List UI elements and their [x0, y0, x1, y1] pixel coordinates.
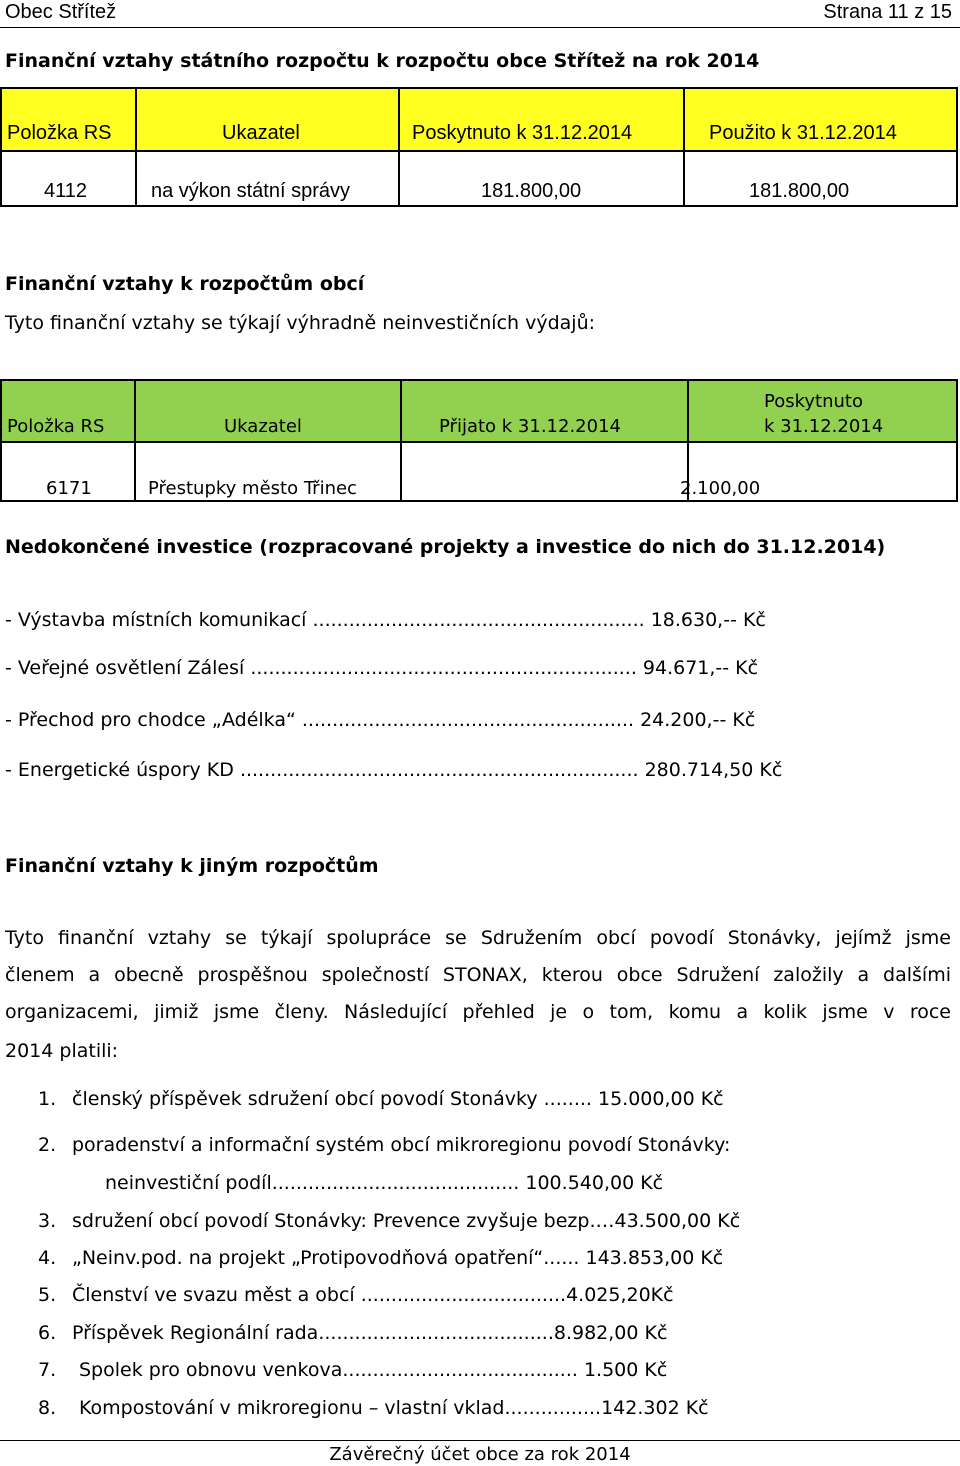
column-header: Položka RS [7, 416, 105, 437]
list-item: Kompostování v mikroregionu – vlastní vklad................142.302 Kč [79, 1397, 709, 1419]
table-cell: na výkon státní správy [151, 180, 350, 202]
table-cell: Přestupky město Třinec [148, 478, 357, 499]
paragraph-line: členem a obecně prospěšnou společností STONAX, kterou obce Sdružení založily a dalšími [5, 964, 951, 986]
table-cell: 4112 [44, 180, 88, 202]
list-item: - Výstavba místních komunikací ....................................................... 18.630,-- Kč [5, 609, 766, 631]
table-cell: 181.800,00 [481, 180, 582, 202]
list-item: - Přechod pro chodce „Adélka“ ....................................................... 24.200,-- Kč [5, 709, 756, 731]
list-item: sdružení obcí povodí Stonávky: Prevence zvyšuje bezp.…43.500,00 Kč [72, 1210, 741, 1232]
page-footer: Závěrečný účet obce za rok 2014 [329, 1444, 631, 1465]
paragraph-line: organizacemi, jimiž jsme členy. Následující přehled je o tom, komu a kolik jsme v roce [5, 1001, 951, 1023]
list-number: 6. [38, 1322, 57, 1344]
paragraph-line: 2014 platili: [5, 1040, 119, 1062]
list-item: - Veřejné osvětlení Zálesí ................................................................ 94.671,-- Kč [5, 657, 759, 679]
column-header: Poskytnuto k 31.12.2014 [412, 122, 633, 144]
list-item: členský příspěvek sdružení obcí povodí Stonávky ........ 15.000,00 Kč [72, 1088, 724, 1110]
list-item: Příspěvek Regionální rada.......................................8.982,00 Kč [72, 1322, 668, 1344]
list-item: poradenství a informační systém obcí mikroregionu povodí Stonávky: [72, 1134, 731, 1156]
list-item: „Neinv.pod. na projekt „Protipovodňová opatření“...... 143.853,00 Kč [72, 1247, 724, 1269]
municipal-budget-table [0, 379, 958, 502]
paragraph-line: Tyto finanční vztahy se týkají spolupráce se Sdružením obcí povodí Stonávky, jejímž jsme [5, 927, 951, 949]
list-item: Spolek pro obnovu venkova....................................... 1.500 Kč [79, 1359, 668, 1381]
table-row [1, 442, 957, 501]
table-cell: 2.100,00 [680, 478, 761, 499]
table-cell: 6171 [46, 478, 92, 499]
section3-title: Nedokončené investice (rozpracované projekty a investice do nich do 31.12.2014) [5, 536, 886, 558]
table-header-row [1, 380, 957, 442]
table-header-row [1, 88, 957, 151]
section2-title: Finanční vztahy k rozpočtům obcí [5, 273, 365, 295]
list-item: neinvestiční podíl......................................... 100.540,00 Kč [105, 1172, 664, 1194]
list-number: 5. [38, 1284, 57, 1306]
list-number: 1. [38, 1088, 57, 1110]
list-number: 3. [38, 1210, 57, 1232]
column-header: Položka RS [7, 122, 112, 144]
section4-title: Finanční vztahy k jiným rozpočtům [5, 855, 379, 877]
municipality-name: Obec Střítež [5, 1, 117, 23]
column-header: Poskytnuto [764, 391, 863, 412]
header-rule [0, 27, 960, 28]
section2-subtitle: Tyto finanční vztahy se týkají výhradně neinvestičních výdajů: [5, 312, 596, 334]
page-number: Strana 11 z 15 [823, 1, 952, 23]
list-number: 2. [38, 1134, 57, 1156]
table-cell: 181.800,00 [749, 180, 850, 202]
list-item: - Energetické úspory KD .................................................................. 280.714,50 Kč [5, 759, 783, 781]
list-number: 4. [38, 1247, 57, 1269]
list-item: Členství ve svazu měst a obcí ..................................4.025,20Kč [72, 1284, 674, 1306]
column-header: Ukazatel [222, 122, 300, 144]
list-number: 7. [38, 1359, 57, 1381]
column-header: Použito k 31.12.2014 [709, 122, 897, 144]
column-header: Ukazatel [224, 416, 302, 437]
column-header: k 31.12.2014 [764, 416, 884, 437]
list-number: 8. [38, 1397, 57, 1419]
column-header: Přijato k 31.12.2014 [439, 416, 621, 437]
state-budget-table [0, 87, 958, 207]
section1-title: Finanční vztahy státního rozpočtu k rozpočtu obce Střítež na rok 2014 [5, 50, 760, 72]
table-row [1, 151, 957, 206]
footer-rule [0, 1440, 960, 1441]
